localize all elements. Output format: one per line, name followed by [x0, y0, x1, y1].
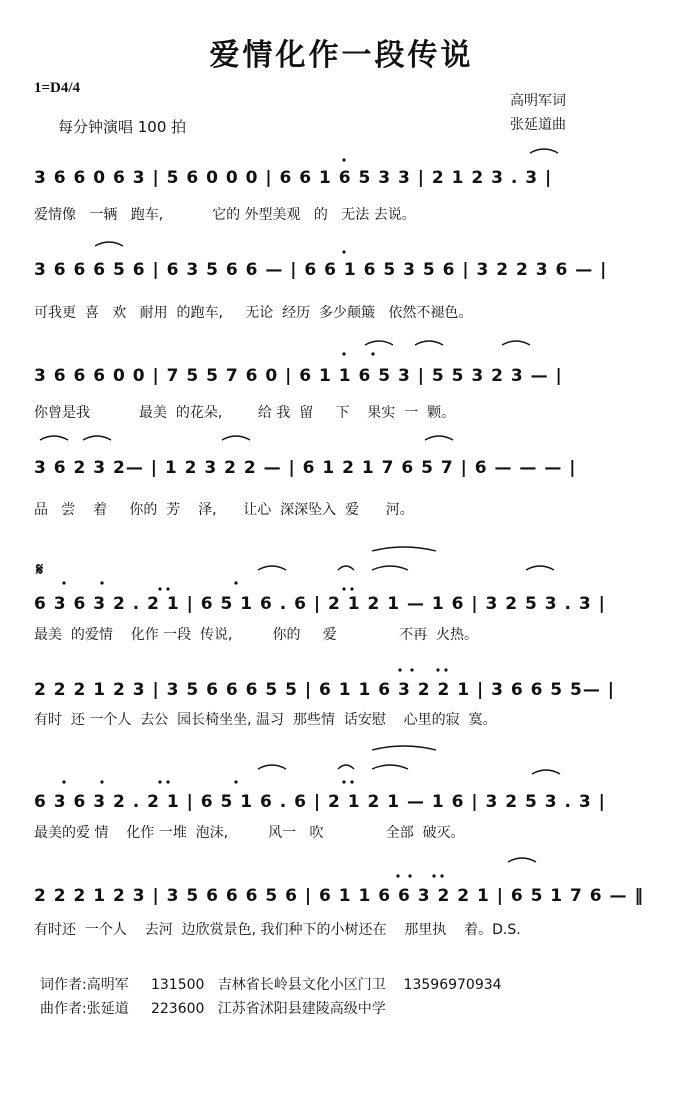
- slur-mark: [258, 566, 286, 570]
- dot-mark: [234, 581, 237, 584]
- lyric-line-5: 最美 的爱情 化作 一段 传说, 你的 爱 不再 火热。: [34, 627, 479, 643]
- dot-mark: [342, 780, 345, 783]
- segno-sign: 𝄋: [36, 560, 44, 579]
- dot-mark: [342, 158, 345, 161]
- lyric-line-8: 有时还 一个人 去河 边欣赏景色, 我们种下的小树还在 那里执 着。D.S.: [34, 922, 521, 938]
- slur-mark: [338, 765, 354, 769]
- notation-line-7: 6 3 6 3 2 . 2 1 | 6 5 1 6 . 6 | 2 1 2 1 — 1 6 | 3 2 5 3 . 3 |: [34, 792, 606, 812]
- dot-mark: [408, 874, 411, 877]
- slur-mark: [508, 858, 536, 862]
- notation-line-8: 2 2 2 1 2 3 | 3 5 6 6 6 5 6 | 6 1 1 6 6 3 2 2 1 | 6 5 1 7 6 — ‖: [34, 886, 644, 906]
- lyric-line-7: 最美的爱 情 化作 一堆 泡沫, 风一 吹 全部 破灭。: [34, 825, 465, 841]
- slur-mark: [372, 566, 408, 570]
- song-title: 爱情化作一段传说: [209, 38, 474, 73]
- slur-mark: [372, 547, 436, 551]
- slur-mark: [95, 242, 123, 246]
- composer-credit: 张延道曲: [510, 117, 566, 133]
- dot-mark: [350, 587, 353, 590]
- dot-mark: [350, 780, 353, 783]
- slur-mark: [526, 566, 554, 570]
- slur-mark: [530, 149, 558, 153]
- slur-mark: [338, 566, 354, 570]
- dot-mark: [158, 587, 161, 590]
- slur-mark: [502, 341, 530, 345]
- dot-mark: [100, 780, 103, 783]
- dot-mark: [410, 668, 413, 671]
- dot-mark: [234, 780, 237, 783]
- slur-mark: [415, 341, 443, 345]
- slur-mark: [372, 765, 408, 769]
- lyric-line-2: 可我更 喜 欢 耐用 的跑车, 无论 经历 多少颠簸 依然不褪色。: [34, 305, 473, 321]
- slur-mark: [222, 436, 250, 440]
- dot-mark: [342, 352, 345, 355]
- dot-mark: [342, 587, 345, 590]
- dot-mark: [62, 581, 65, 584]
- dot-mark: [158, 780, 161, 783]
- key-signature: 1=D4/4: [34, 80, 81, 96]
- footer-composer-info: 曲作者:张延道 223600 江苏省沭阳县建陵高级中学: [40, 1001, 386, 1017]
- slur-mark: [365, 341, 393, 345]
- lyric-line-4: 品 尝 着 你的 芳 泽, 让心 深深坠入 爱 河。: [34, 502, 414, 518]
- lyricist-credit: 高明军词: [510, 93, 566, 109]
- notation-line-2: 3 6 6 6 5 6 | 6 3 5 6 6 — | 6 6 1 6 5 3 5 6 | 3 2 2 3 6 — |: [34, 260, 608, 280]
- dot-mark: [342, 250, 345, 253]
- dot-mark: [432, 874, 435, 877]
- dot-mark: [166, 780, 169, 783]
- dot-mark: [62, 780, 65, 783]
- lyric-line-1: 爱情像 一辆 跑车, 它的 外型美观 的 无法 去说。: [34, 207, 416, 223]
- slur-mark: [425, 436, 453, 440]
- tempo-marking: 每分钟演唱 100 拍: [58, 118, 187, 136]
- notation-line-6: 2 2 2 1 2 3 | 3 5 6 6 6 5 5 | 6 1 1 6 3 2 2 1 | 3 6 6 5 5— |: [34, 680, 616, 700]
- slur-mark: [258, 765, 286, 769]
- dot-mark: [396, 874, 399, 877]
- footer-lyricist-info: 词作者:高明军 131500 吉林省长岭县文化小区门卫 13596970934: [40, 977, 502, 993]
- slur-mark: [532, 770, 560, 774]
- slur-mark: [40, 436, 68, 440]
- lyric-line-6: 有时 还 一个人 去公 园长椅坐坐, 温习 那些情 话安慰 心里的寂 寞。: [34, 712, 497, 728]
- notation-line-5: 6 3 6 3 2 . 2 1 | 6 5 1 6 . 6 | 2 1 2 1 — 1 6 | 3 2 5 3 . 3 |: [34, 594, 606, 614]
- dot-mark: [436, 668, 439, 671]
- dot-mark: [371, 352, 374, 355]
- slur-mark: [372, 746, 436, 750]
- notation-line-3: 3 6 6 6 0 0 | 7 5 5 7 6 0 | 6 1 1 6 5 3 | 5 5 3 2 3 — |: [34, 366, 563, 386]
- lyric-line-3: 你曾是我 最美 的花朵, 给 我 留 下 果实 一 颗。: [34, 405, 456, 421]
- dot-mark: [440, 874, 443, 877]
- dot-mark: [166, 587, 169, 590]
- dot-mark: [100, 581, 103, 584]
- notation-line-4: 3 6 2 3 2— | 1 2 3 2 2 — | 6 1 2 1 7 6 5 7 | 6 — — — |: [34, 458, 577, 478]
- dot-mark: [398, 668, 401, 671]
- slur-mark: [83, 436, 111, 440]
- dot-mark: [444, 668, 447, 671]
- notation-line-1: 3 6 6 0 6 3 | 5 6 0 0 0 | 6 6 1 6 5 3 3 | 2 1 2 3 . 3 |: [34, 168, 553, 188]
